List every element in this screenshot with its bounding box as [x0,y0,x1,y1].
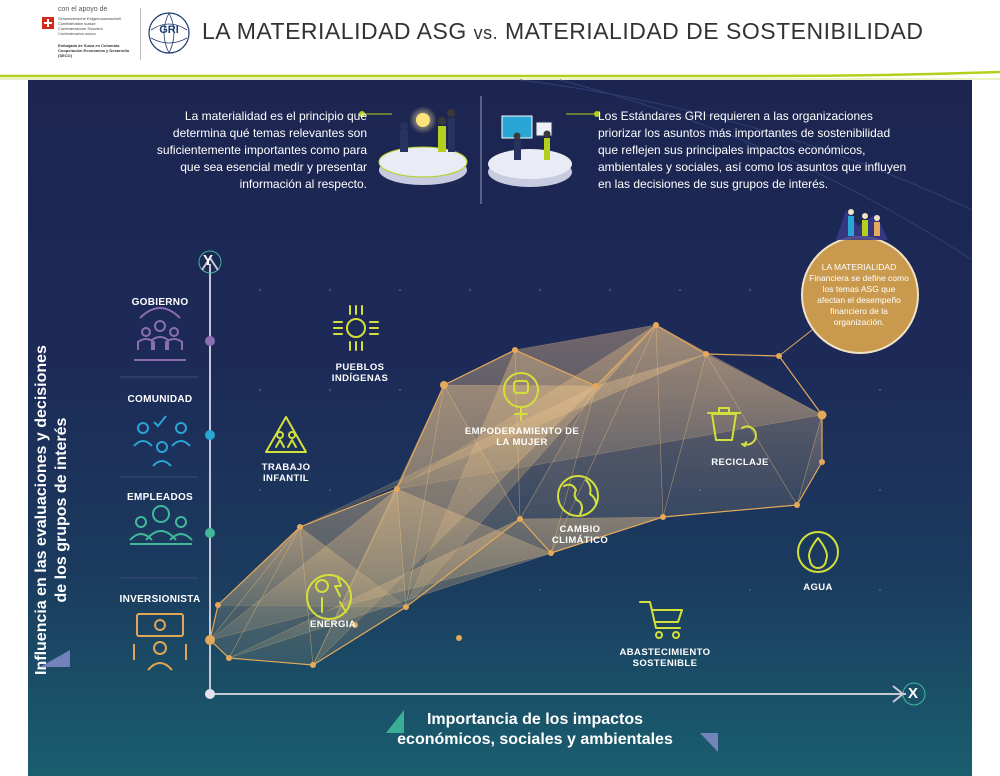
people-celebrating-icon [836,209,888,240]
topic-label-agua: AGUA [803,582,833,593]
x-axis-letter: X [908,685,919,702]
title-part-2: MATERIALIDAD DE SOSTENIBILIDAD [498,18,924,44]
intro-left-text: La materialidad es el principio que determina qué temas relevantes son suficientemente importantes como para que sea esencial medir y presentar información al respecto. [156,109,367,191]
origin-marker [205,689,215,699]
topic-label-empoderamiento: EMPODERAMIENTO DE LA MUJER [464,426,580,448]
title-vs: vs. [473,23,499,43]
topic-label-energia: ENERGIA [309,619,357,630]
shopping-cart-icon [640,602,682,638]
x-label-end-icon [700,733,718,752]
comunidad-marker [205,430,215,440]
title-part-1: LA MATERIALIDAD ASG [202,18,474,44]
team-lightbulb-illustration [359,106,467,185]
sponsor-label: con el apoyo de [58,6,108,13]
y-axis-letter: Y [203,252,214,269]
stakeholder-label-empleados: EMPLEADOS [126,492,194,503]
gri-logo-text: GRI [159,24,179,36]
gobierno-group-icon [134,308,186,360]
stakeholder-label-comunidad: COMUNIDAD [127,394,193,405]
embassy-text: Embajada de Suiza en Colombia Cooperación Económica y Desarrollo (SECO) [58,43,130,58]
gobierno-marker [205,336,215,346]
financial-materiality-text: LA MATERIALIDAD Financiera se define como los temas ASG que afectan el desempeño financiero de la organización. [809,262,909,327]
topic-label-pueblos-indigenas: PUEBLOS INDÍGENAS [331,362,389,384]
stakeholder-label-inversionista: INVERSIONISTA [119,594,201,605]
inversionista-group-icon [134,614,186,670]
intro-right-text: Los Estándares GRI requieren a las organizaciones priorizar los asuntos más importantes de sostenibilidad que reflejen sus principales impactos económicos, ambientales y sociales, así como los asuntos que influyen en las decisiones de sus grupos de interés. [598,109,907,191]
y-axis-title: Influencia en las evaluaciones y decisiones de los grupos de interés [33,345,70,675]
topic-label-reciclaje: RECICLAJE [711,457,769,468]
water-drop-icon [798,532,838,572]
empleados-marker [205,528,215,538]
office-dashboard-illustration [488,111,600,187]
x-axis-title: Importancia de los impactos económicos, sociales y ambientales [397,711,673,748]
topic-label-abastecimiento: ABASTECIMIENTO SOSTENIBLE [619,647,711,669]
child-labor-warning-icon [266,417,306,452]
bubble-connector [779,330,812,356]
materiality-mesh [210,325,822,665]
zia-sun-icon [334,306,378,350]
stakeholder-label-gobierno: GOBIERNO [131,297,189,308]
empleados-group-icon [130,506,192,544]
confederation-text: Schweizerische Eidgenossenschaft Confédération suisse Confederazione Svizzera Confederaziun svizra [58,16,121,36]
topic-label-cambio-climatico: CAMBIO CLIMÁTICO [551,524,609,546]
topic-label-trabajo-infantil: TRABAJO INFANTIL [261,462,311,484]
comunidad-group-icon [134,416,190,466]
